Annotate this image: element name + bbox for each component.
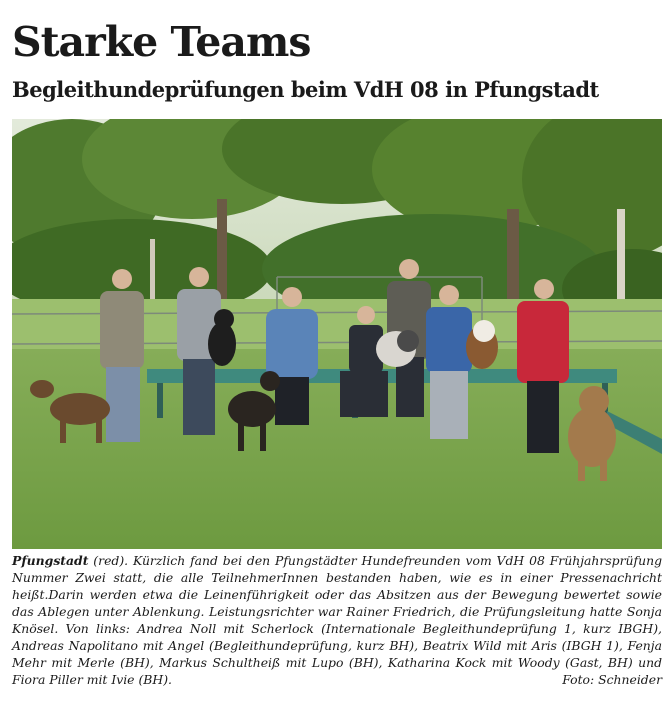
caption-text: (red). Kürzlich fand bei den Pfungstädter Hundefreunden vom VdH 08 Frühjahrsprüfung Nummer Zwei statt, die alle TeilnehmerInnen bestanden haben, wie es in einer Pressenachricht heißt.Darin werden etwa die Leinenführigkeit oder das Absitzen aus der Bewegung bewertet sowie das Ablegen unter Ablenkung. Leistungsrichter war Rainer Friedrich, die Prüfungsleitung hatte Sonja Knösel. Von links: Andrea Noll mit Scherlock (Internationale Begleithundeprüfung 1, kurz IBGH), Andreas Napolitano mit Angel (Begleithundeprüfung, kurz BH), Beatrix Wild mit Aris (IBGH 1), Fenja Mehr mit Merle (BH), Markus Schultheiß mit Lupo (BH), Katharina Kock mit Woody (Gast, BH) und Fiora Piller mit Ivie (BH). bbox=[12, 553, 662, 687]
photo-caption bbox=[12, 552, 662, 688]
person-6 bbox=[426, 285, 472, 439]
caption-place: Pfungstadt bbox=[12, 553, 89, 568]
headline: Starke Teams bbox=[12, 18, 311, 66]
photo-credit: Foto: Schneider bbox=[562, 672, 662, 687]
article-photo bbox=[12, 119, 662, 549]
subheadline: Begleithundeprüfungen beim VdH 08 in Pfungstadt bbox=[12, 77, 599, 102]
